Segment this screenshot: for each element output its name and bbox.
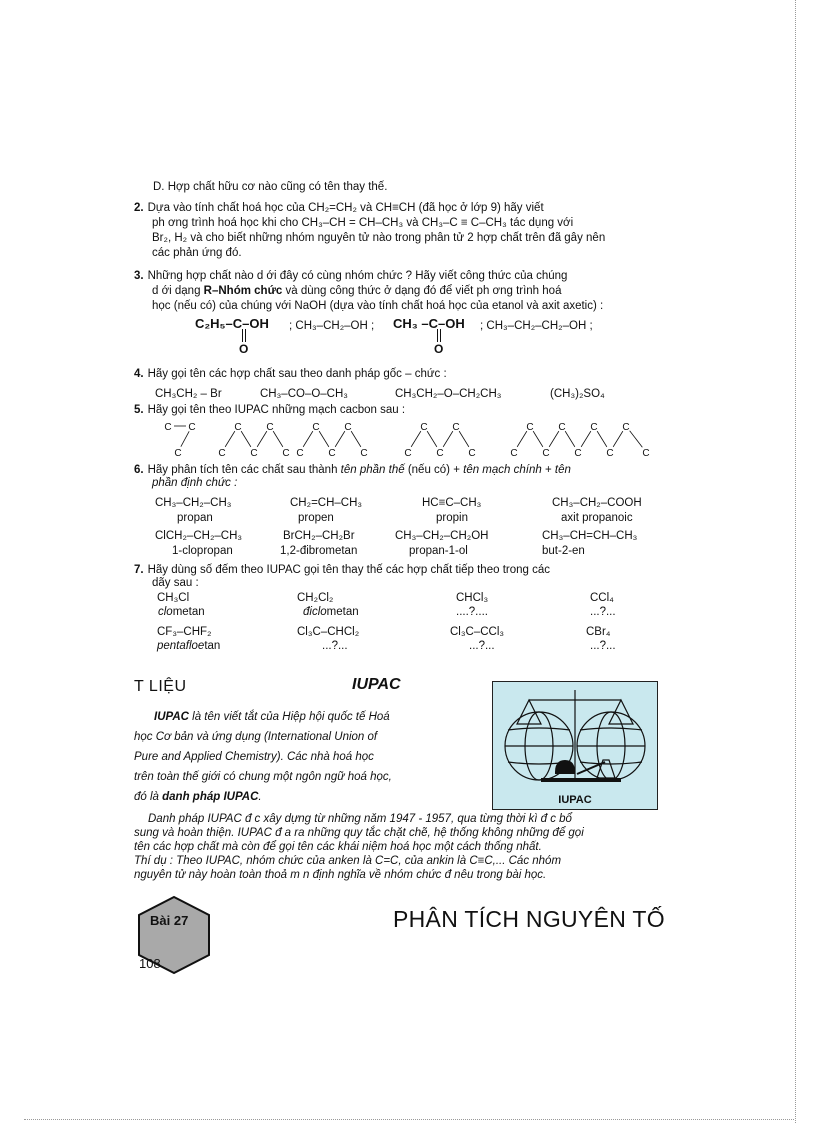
q3-line: d ới dạng [152, 285, 204, 297]
carbon-atom: C [218, 448, 226, 458]
q4-compound: (CH₃)₂SO₄ [550, 388, 605, 400]
carbon-atom: C [622, 422, 630, 433]
carbon-bond [335, 431, 345, 447]
question-4: 4. Hãy gọi tên các hợp chất sau theo danh pháp gốc – chức : [134, 368, 447, 380]
question-2 [134, 201, 682, 261]
lesson-badge-label: Bài 27 [150, 913, 189, 928]
question-5: 5. Hãy gọi tên theo IUPAC những mạch cacbon sau : [134, 404, 406, 416]
logo-label: IUPAC [558, 794, 592, 806]
section-heading: T LIỆU [134, 678, 187, 695]
carbon-atom: C [174, 448, 182, 458]
carbon-atom: C [526, 422, 534, 433]
question-number: 3. [134, 270, 144, 282]
q6-name: 1,2-đibrometan [280, 545, 358, 557]
q2-line: ph ơng trình hoá học khi cho CH₃–CH = CH–CH₃ và CH₃–C ≡ C–CH₃ tác dụng với [152, 217, 574, 229]
carbon-atom: C [590, 422, 598, 433]
carbon-bond [303, 431, 313, 447]
page-border-right [795, 0, 796, 1123]
q7-formula: CCl₄ [590, 592, 614, 604]
carbon-atom: C [164, 422, 172, 433]
q7-formula: Cl₃C–CHCl₂ [297, 626, 360, 638]
carbon-bond [241, 431, 251, 447]
carbon-atom: C [282, 448, 290, 458]
carbon-atom: C [558, 422, 566, 433]
q6-name: propan [177, 512, 213, 524]
carbon-atom: C [574, 448, 582, 458]
carbon-atom: C [266, 422, 274, 433]
page-number: 108 [139, 956, 161, 971]
q3-formula-2: ; CH₃–CH₂–OH ; [289, 320, 375, 332]
carbon-bond [533, 431, 543, 447]
carbon-atom: C [468, 448, 476, 458]
q6-formula: CH₃–CH₂–CH₃ [155, 497, 232, 509]
carbon-bond [581, 431, 591, 447]
q4-compound: CH₃–CO–O–CH₃ [260, 388, 348, 400]
q6-name: propen [298, 512, 334, 524]
q2-line: các phản ứng đó. [152, 247, 242, 259]
q3-line: học (nếu có) của chúng với NaOH (dựa vào tính chất hoá học của etanol và axit axetic) : [152, 300, 604, 312]
q7-formula: CHCl₃ [456, 592, 489, 604]
q7-formula: CF₃–CHF₂ [157, 626, 212, 638]
carbon-bond [443, 431, 453, 447]
globe-balance-icon [493, 682, 657, 809]
carbon-atom: C [436, 448, 444, 458]
q7-formula: Cl₃C–CCl₃ [450, 626, 505, 638]
q6-name: 1-clopropan [172, 545, 233, 557]
q6-formula: CH₃–CH₂–COOH [552, 497, 642, 509]
q6-formula: CH₃–CH₂–CH₂OH [395, 530, 489, 542]
q6-name: axit propanoic [561, 512, 633, 524]
carbon-atom: C [344, 422, 352, 433]
carbon-atom: C [452, 422, 460, 433]
q6-formula: CH₃–CH=CH–CH₃ [542, 530, 638, 542]
carbon-atom: C [510, 448, 518, 458]
q7-formula: CH₂Cl₂ [297, 592, 334, 604]
carbon-bond [549, 431, 559, 447]
question-number: 2. [134, 202, 144, 214]
carbon-atom: C [420, 422, 428, 433]
carbon-bond [273, 431, 283, 447]
q2-line: Br₂, H₂ và cho biết những nhóm nguyên tử nào trong phân tử 2 hợp chất trên đã gây nên [152, 232, 606, 244]
q4-compound: CH₃CH₂–O–CH₂CH₃ [395, 388, 502, 400]
question-7: 7. Hãy dùng số đếm theo IUPAC gọi tên thay thế các hợp chất tiếp theo trong các dãy sau : [134, 564, 550, 589]
carbon-bond [427, 431, 437, 447]
q6-name: propin [436, 512, 468, 524]
chapter-title: PHÂN TÍCH NGUYÊN TỐ [393, 906, 665, 932]
carbon-bond [459, 431, 469, 447]
q7-formula: CBr₄ [586, 626, 611, 638]
carbon-bond [225, 431, 235, 447]
carbon-atom: C [404, 448, 412, 458]
carbon-bond [181, 431, 189, 446]
q4-compound: CH₃CH₂ – Br [155, 388, 222, 400]
q3-keyword: R–Nhóm chức [203, 285, 283, 297]
q1-option-d: D. Hợp chất hữu cơ nào cũng có tên thay thế. [153, 181, 388, 193]
carbon-atom: C [328, 448, 336, 458]
carbon-bond [351, 431, 361, 447]
carbon-atom: C [188, 422, 196, 433]
q6-formula: ClCH₂–CH₂–CH₃ [155, 530, 243, 542]
carbon-chains-diagram [150, 418, 670, 458]
q6-formula: BrCH₂–CH₂Br [283, 530, 355, 542]
reading-paragraph-2: Danh pháp IUPAC đ c xây dựng từ những năm 1947 - 1957, qua từng thời kì đ c bổ sung và hoàn thiện. IUPAC đ a ra những quy tắc chặt chẽ, hệ thống không những để gọi tên các hợp chất mà còn để gọi tên các khái niệm hoá học một cách thống nhất. Thí dụ : Theo IUPAC, nhóm chức của anken là C=C, của ankin là C≡C,... Các nhóm nguyên tử này hoàn toàn thoả m n định nghĩa về nhóm chức đ nêu trong bài học. [134, 813, 584, 881]
carbon-bond [630, 431, 643, 447]
question-6: 6. Hãy phân tích tên các chất sau thành tên phần thế (nếu có) + tên mạch chính + tên phần định chức : [134, 464, 571, 489]
carbon-atom: C [360, 448, 368, 458]
q6-formula: CH₂=CH–CH₃ [290, 497, 363, 509]
carbon-atom: C [250, 448, 258, 458]
q3-line: và dùng công thức ở dạng đó để viết ph ơng trình hoá [282, 285, 562, 297]
q6-name: but-2-en [542, 545, 585, 557]
carbon-atom: C [296, 448, 304, 458]
carbon-bond [319, 431, 329, 447]
carbon-atom: C [312, 422, 320, 433]
q3-line: Những hợp chất nào d ới đây có cùng nhóm chức ? Hãy viết công thức của chúng [147, 270, 568, 282]
q6-name: propan-1-ol [409, 545, 468, 557]
q6-formula: HC≡C–CH₃ [422, 497, 482, 509]
q3-formula-4: ; CH₃–CH₂–CH₂–OH ; [480, 320, 593, 332]
carbon-bond [613, 431, 623, 447]
reading-paragraph-1: IUPAC là tên viết tắt của Hiệp hội quốc tế Hoá học Cơ bản và ứng dụng (International Union of Pure and Applied Chemistry). Các nhà hoá học trên toàn thế giới có chung một ngôn ngữ hoá học, đó là danh pháp IUPAC. [134, 711, 392, 803]
carbon-bond [565, 431, 575, 447]
carbon-bond [597, 431, 607, 447]
carbon-atom: C [542, 448, 550, 458]
carbon-bond [517, 431, 527, 447]
q3-formula-3: CH₃ –C–OH O [393, 316, 465, 356]
question-3 [134, 269, 682, 314]
iupac-logo [492, 681, 658, 810]
q7-formula: CH₃Cl [157, 592, 190, 604]
carbon-bond [411, 431, 421, 447]
page-border-bottom [24, 1119, 794, 1120]
section-heading-iupac: IUPAC [352, 676, 401, 693]
carbon-bond [257, 431, 267, 447]
carbon-atom: C [234, 422, 242, 433]
carbon-atom: C [642, 448, 650, 458]
carbon-atom: C [606, 448, 614, 458]
q3-formula-1: C₂H₅–C–OH O [195, 316, 269, 356]
q2-line: Dựa vào tính chất hoá học của CH₂=CH₂ và CH≡CH (đã học ở lớp 9) hãy viết [147, 202, 544, 214]
